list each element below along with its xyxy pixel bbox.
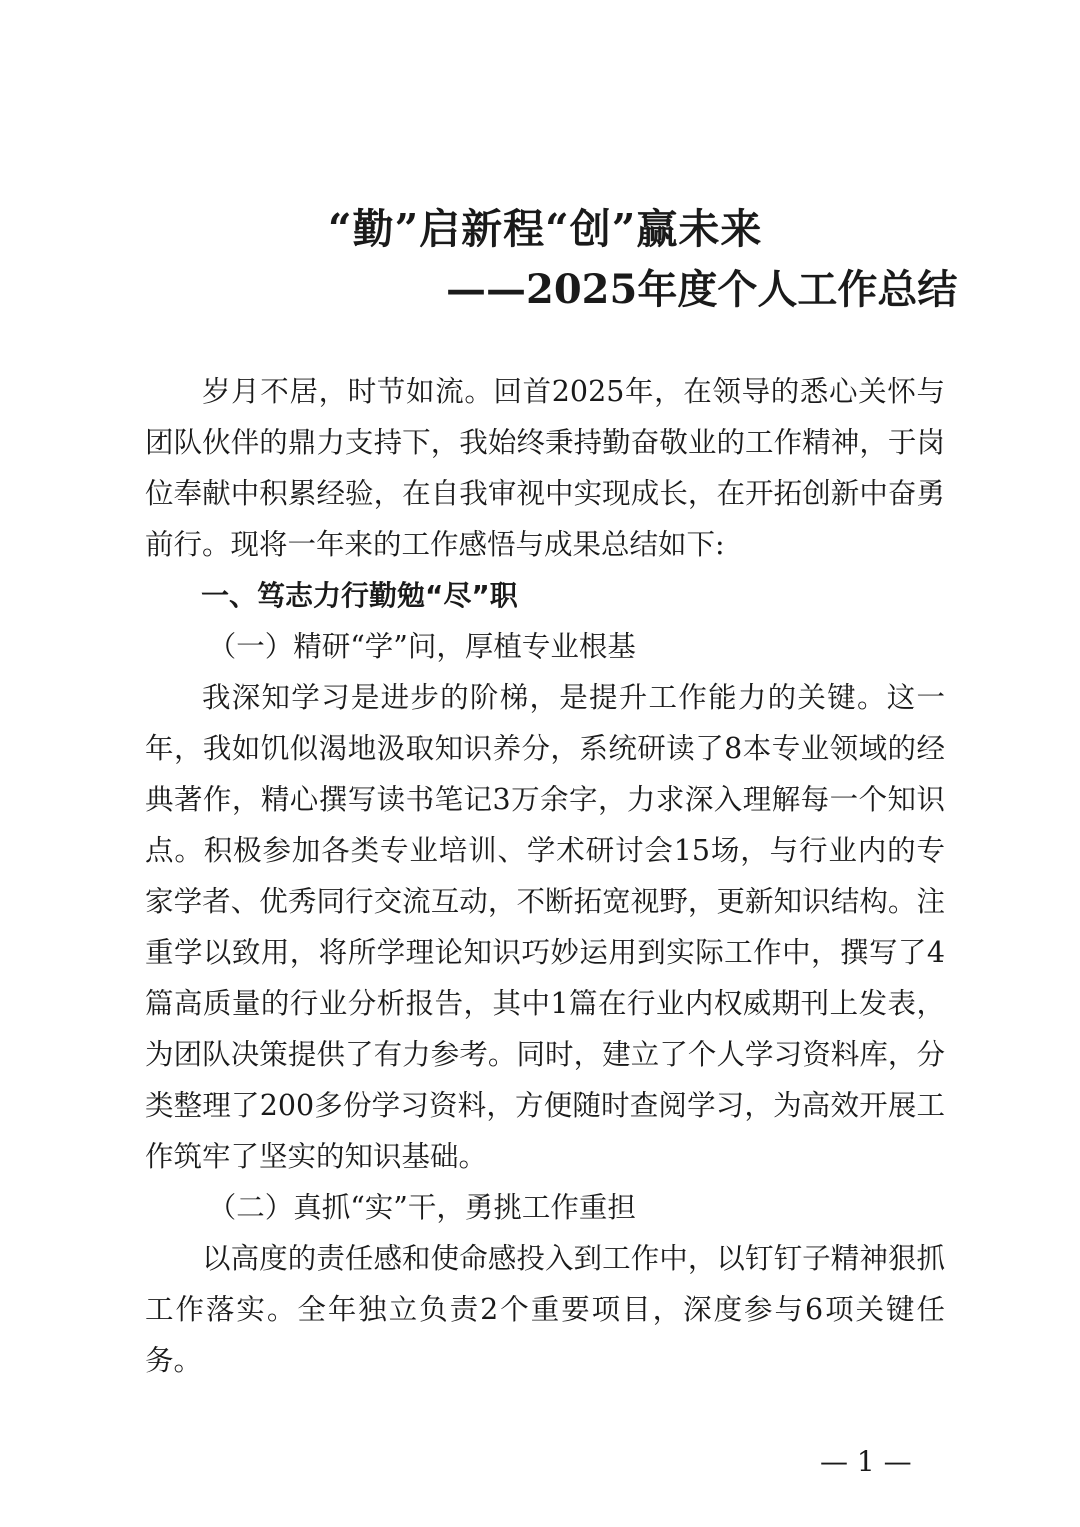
subsection-heading-2: （二）真抓“实”干，勇挑工作重担 xyxy=(207,1191,636,1224)
intro-paragraph: 岁月不居，时节如流。回首2025年，在领导的悉心关怀与团队伙伴的鼎力支持下，我始终秉持勤奋敬业的工作精神，于岗位奉献中积累经验，在自我审视中实现成长，在开拓创新中奋勇前行。现将一年来的工作感悟与成果总结如下: xyxy=(145,375,945,561)
body-paragraph-2: 以高度的责任感和使命感投入到工作中，以钉钉子精神狠抓工作落实。全年独立负责2个重要项目，深度参与6项关键任务。 xyxy=(145,1242,945,1377)
subsection-heading-1: （一）精研“学”问，厚植专业根基 xyxy=(207,630,636,663)
document-title: “勤”启新程“创”赢未来 xyxy=(328,205,763,253)
body-paragraph-1: 我深知学习是进步的阶梯，是提升工作能力的关键。这一年，我如饥似渴地汲取知识养分，系统研读了8本专业领域的经典著作，精心撰写读书笔记3万余字，力求深入理解每一个知识点。积极参加各类专业培训、学术研讨会15场，与行业内的专家学者、优秀同行交流互动，不断拓宽视野，更新知识结构。注重学以致用，将所学理论知识巧妙运用到实际工作中，撰写了4篇高质量的行业分析报告，其中1篇在行业内权威期刊上发表，为团队决策提供了有力参考。同时，建立了个人学习资料库，分类整理了200多份学习资料，方便随时查阅学习，为高效开展工作筑牢了坚实的知识基础。 xyxy=(145,681,945,1173)
document-subtitle: ——2025年度个人工作总结 xyxy=(446,266,958,313)
document-body xyxy=(145,366,945,1386)
section-heading-1: 一、笃志力行勤勉“尽”职 xyxy=(201,579,518,612)
page-number: — 1 — xyxy=(820,1445,912,1478)
